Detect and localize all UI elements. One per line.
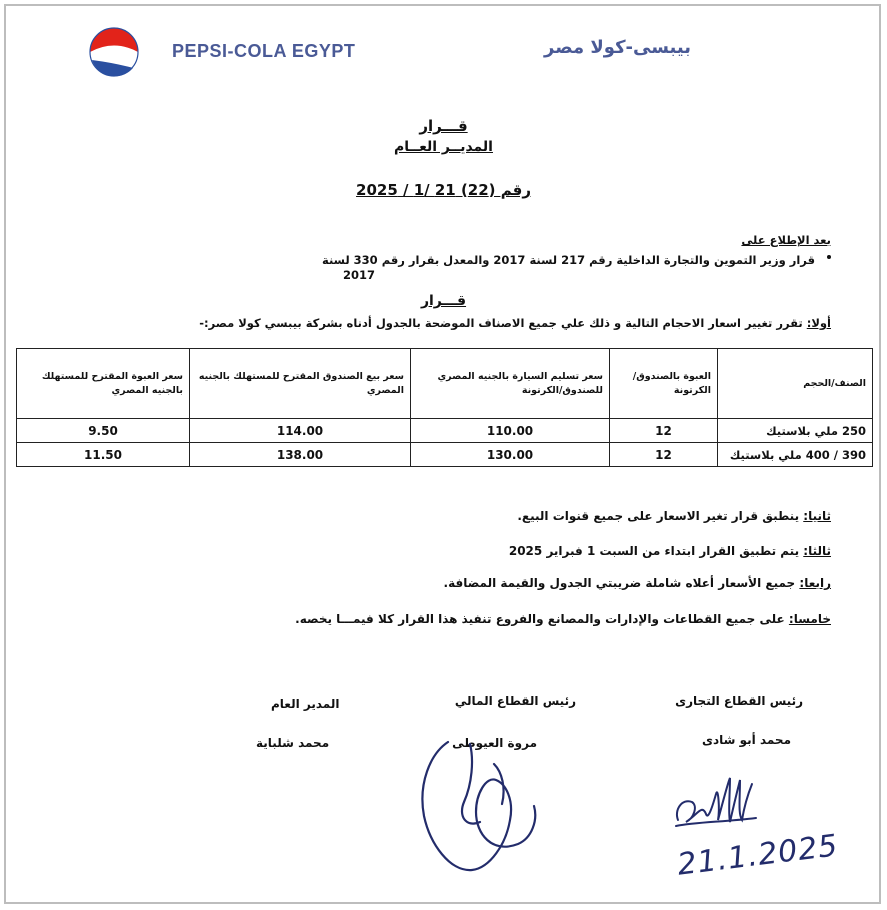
table-cell: 250 ملي بلاستيك bbox=[718, 419, 873, 443]
column-header: سعر تسليم السيارة بالجنيه المصري للصندوق/الكرتونة bbox=[411, 349, 610, 419]
table-cell: 12 bbox=[610, 419, 718, 443]
table-cell: 390 / 400 ملي بلاستيك bbox=[718, 443, 873, 467]
pepsi-logo-icon bbox=[89, 27, 139, 77]
issuer-title: المديــر العــام bbox=[394, 139, 493, 155]
column-header: سعر العبوة المقترح للمستهلك بالجنيه المصري bbox=[17, 349, 190, 419]
clause-third: ثالثا: يتم تطبيق القرار ابتداء من السبت 1 فبراير 2025 bbox=[508, 544, 831, 558]
clause-fifth: خامسا: على جميع القطاعات والإدارات والمصانع والفروع تنفيذ هذا القرار كلا فيمـــا يخصه. bbox=[295, 612, 831, 626]
clause-first: أولا: تقرر تغيير اسعار الاحجام التالية و ذلك علي جميع الاصناف الموضحة بالجدول أدناه بشركة بيبسي كولا مصر:- bbox=[199, 316, 831, 330]
decision-title: قـــرار bbox=[419, 117, 468, 135]
clause-fourth: رابعا: جميع الأسعار أعلاه شاملة ضريبتي الجدول والقيمة المضافة. bbox=[443, 576, 831, 590]
table-cell: 130.00 bbox=[411, 443, 610, 467]
commercial-head-title: رئيس القطاع التجارى bbox=[675, 694, 803, 708]
decision-heading: قـــرار bbox=[420, 293, 467, 309]
table-header-row bbox=[17, 349, 873, 419]
decision-number: رقم (22) 21 /1 / 2025 bbox=[356, 181, 531, 199]
handwritten-date: 21.1.2025 bbox=[675, 828, 841, 883]
financial-head-signature bbox=[410, 724, 550, 884]
column-header: العبوة بالصندوق/ الكرتونة bbox=[610, 349, 718, 419]
general-manager-title: المدير العام bbox=[271, 697, 340, 711]
column-header: الصنف/الحجم bbox=[718, 349, 873, 419]
financial-head-name: مروة العيوطى bbox=[452, 736, 537, 750]
bullet-icon bbox=[827, 255, 831, 259]
commercial-head-name: محمد أبو شادى bbox=[701, 733, 791, 747]
preamble-text: قرار وزير التموين والتجارة الداخلية رقم 217 لسنة 2017 والمعدل بقرار رقم 330 لسنة bbox=[321, 253, 815, 267]
table-cell: 12 bbox=[610, 443, 718, 467]
clause-second: ثانيا: ينطبق قرار تغير الاسعار على جميع قنوات البيع. bbox=[517, 509, 831, 523]
price-table bbox=[16, 348, 873, 467]
general-manager-name: محمد شلباية bbox=[256, 736, 330, 750]
table-cell: 114.00 bbox=[190, 419, 411, 443]
table-row bbox=[17, 419, 873, 443]
financial-head-title: رئيس القطاع المالي bbox=[454, 694, 576, 708]
preamble-text-continued: 2017 bbox=[343, 268, 376, 282]
table-cell: 11.50 bbox=[17, 443, 190, 467]
brand-name-english: PEPSI-COLA EGYPT bbox=[172, 41, 356, 61]
column-header: سعر بيع الصندوق المقترح للمستهلك بالجنيه المصري bbox=[190, 349, 411, 419]
table-cell: 138.00 bbox=[190, 443, 411, 467]
table-row bbox=[17, 443, 873, 467]
commercial-head-signature bbox=[672, 768, 762, 838]
brand-name-arabic: بيبسى-كولا مصر bbox=[544, 37, 691, 58]
table-cell: 110.00 bbox=[411, 419, 610, 443]
preamble-heading: بعد الإطلاع على bbox=[741, 233, 831, 247]
table-cell: 9.50 bbox=[17, 419, 190, 443]
